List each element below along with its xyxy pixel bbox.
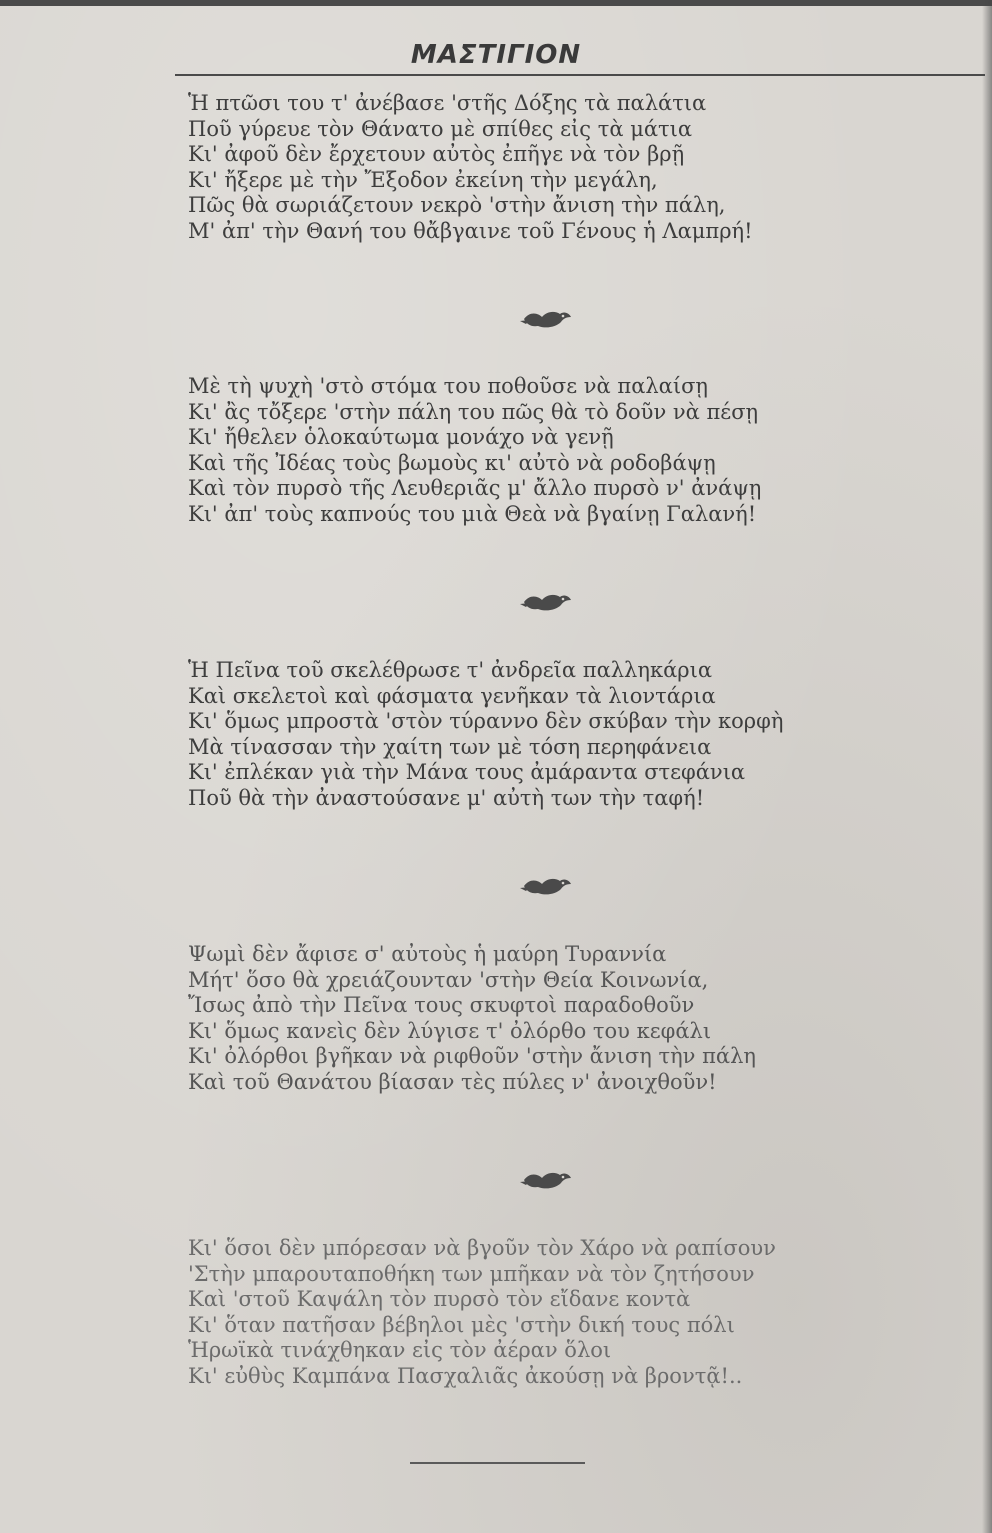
verse-line: Ἡ Πεῖνα τοῦ σκελέθρωσε τ' ἀνδρεῖα παλληκάρια — [188, 658, 713, 682]
end-divider — [410, 1462, 585, 1464]
stanza-5 — [188, 1236, 908, 1389]
verse-line: Ἴσως ἀπὸ τὴν Πεῖνα τους σκυφτοὶ παραδοθοῦν — [188, 993, 695, 1017]
verse-line: Ἡρωϊκὰ τινάχθηκαν εἰς τὸν ἀέραν ὅλοι — [188, 1338, 612, 1362]
stanza-2 — [188, 374, 908, 527]
verse-line: Ἡ πτῶσι του τ' ἀνέβασε 'στῆς Δόξης τὰ παλάτια — [188, 91, 707, 115]
verse-line: Ψωμὶ δὲν ἄφισε σ' αὐτοὺς ἡ μαύρη Τυραννία — [188, 942, 667, 966]
verse-line: Πῶς θὰ σωριάζετουν νεκρὸ 'στὴν ἄνιση τὴν πάλη, — [188, 193, 726, 217]
verse-line: Καὶ τῆς Ἰδέας τοὺς βωμοὺς κι' αὐτὸ νὰ ροδοβάψῃ — [188, 450, 716, 475]
verse-line: Καὶ 'στοῦ Καψάλη τὸν πυρσὸ τὸν εἴδανε κοντὰ — [188, 1287, 691, 1311]
verse-line: Κι' ὅσοι δὲν μπόρεσαν νὰ βγοῦν τὸν Χάρο νὰ ραπίσουν — [188, 1236, 776, 1260]
top-edge — [0, 0, 992, 6]
verse-line: Κι' ἤθελεν ὁλοκαύτωμα μονάχο νὰ γενῇ — [188, 425, 614, 449]
verse-line: Κι' ἀπ' τοὺς καπνούς του μιὰ Θεὰ νὰ βγαίνῃ Γαλανή! — [188, 501, 757, 526]
stanza-4 — [188, 942, 908, 1095]
page-title: ΜΑΣΤΙΓΙΟΝ — [410, 40, 582, 70]
verse-line: Καὶ τὸν πυρσὸ τῆς Λευθεριᾶς μ' ἄλλο πυρσὸ ν' ἀνάψῃ — [188, 476, 762, 500]
verse-line: Κι' ὅταν πατῆσαν βέβηλοι μὲς 'στὴν δική τους πόλι — [188, 1312, 735, 1337]
verse-line: Μ' ἀπ' τὴν Θανή του θἄβγαινε τοῦ Γένους ἡ Λαμπρή! — [188, 218, 753, 243]
verse-line: Κι' εὐθὺς Καμπάνα Πασχαλιᾶς ἀκούσῃ νὰ βροντᾷ!.. — [188, 1363, 743, 1388]
stanza-1 — [188, 91, 908, 244]
verse-line: Μὰ τίνασσαν τὴν χαίτη των μὲ τόση περηφάνεια — [188, 734, 712, 759]
stanza-3 — [188, 658, 908, 811]
verse-line: 'Στὴν μπαρουταποθήκη των μπῆκαν νὰ τὸν ζητήσουν — [188, 1261, 755, 1286]
verse-line: Κι' ἂς τὄξερε 'στὴν πάλη του πῶς θὰ τὸ δοῦν νὰ πέσῃ — [188, 399, 759, 424]
verse-line: Μὲ τὴ ψυχὴ 'στὸ στόμα του ποθοῦσε νὰ παλαίσῃ — [188, 374, 709, 398]
verse-line: Ποῦ θὰ τὴν ἀναστούσανε μ' αὐτὴ των τὴν ταφή! — [188, 785, 705, 810]
bird-ornament-icon — [516, 1166, 576, 1196]
bird-ornament-icon — [516, 305, 576, 335]
verse-line: Κι' ὀλόρθοι βγῆκαν νὰ ριφθοῦν 'στὴν ἄνιση τὴν πάλη — [188, 1044, 756, 1068]
right-edge-shadow — [982, 0, 992, 1533]
verse-line: Κι' ἀφοῦ δὲν ἔρχετουν αὐτὸς ἐπῆγε νὰ τὸν βρῇ — [188, 142, 685, 166]
verse-line: Κι' ὅμως κανεὶς δὲν λύγισε τ' ὀλόρθο του κεφάλι — [188, 1018, 712, 1043]
verse-line: Μήτ' ὅσο θὰ χρειάζουνταν 'στὴν Θεία Κοινωνία, — [188, 967, 709, 992]
verse-line: Κι' ἐπλέκαν γιὰ τὴν Μάνα τους ἀμάραντα στεφάνια — [188, 760, 746, 784]
verse-line: Καὶ τοῦ Θανάτου βίασαν τὲς πύλες ν' ἀνοιχθοῦν! — [188, 1069, 717, 1094]
bird-ornament-icon — [516, 588, 576, 618]
verse-line: Κι' ὅμως μπροστὰ 'στὸν τύραννο δὲν σκύβαν τὴν κορφὴ — [188, 709, 784, 733]
header-divider — [175, 74, 985, 76]
verse-line: Καὶ σκελετοὶ καὶ φάσματα γενῆκαν τὰ λιοντάρια — [188, 683, 716, 708]
verse-line: Κι' ἤξερε μὲ τὴν Ἔξοδον ἐκείνη τὴν μεγάλη, — [188, 167, 658, 192]
verse-line: Ποῦ γύρευε τὸν Θάνατο μὲ σπίθες εἰς τὰ μάτια — [188, 116, 693, 141]
bird-ornament-icon — [516, 872, 576, 902]
